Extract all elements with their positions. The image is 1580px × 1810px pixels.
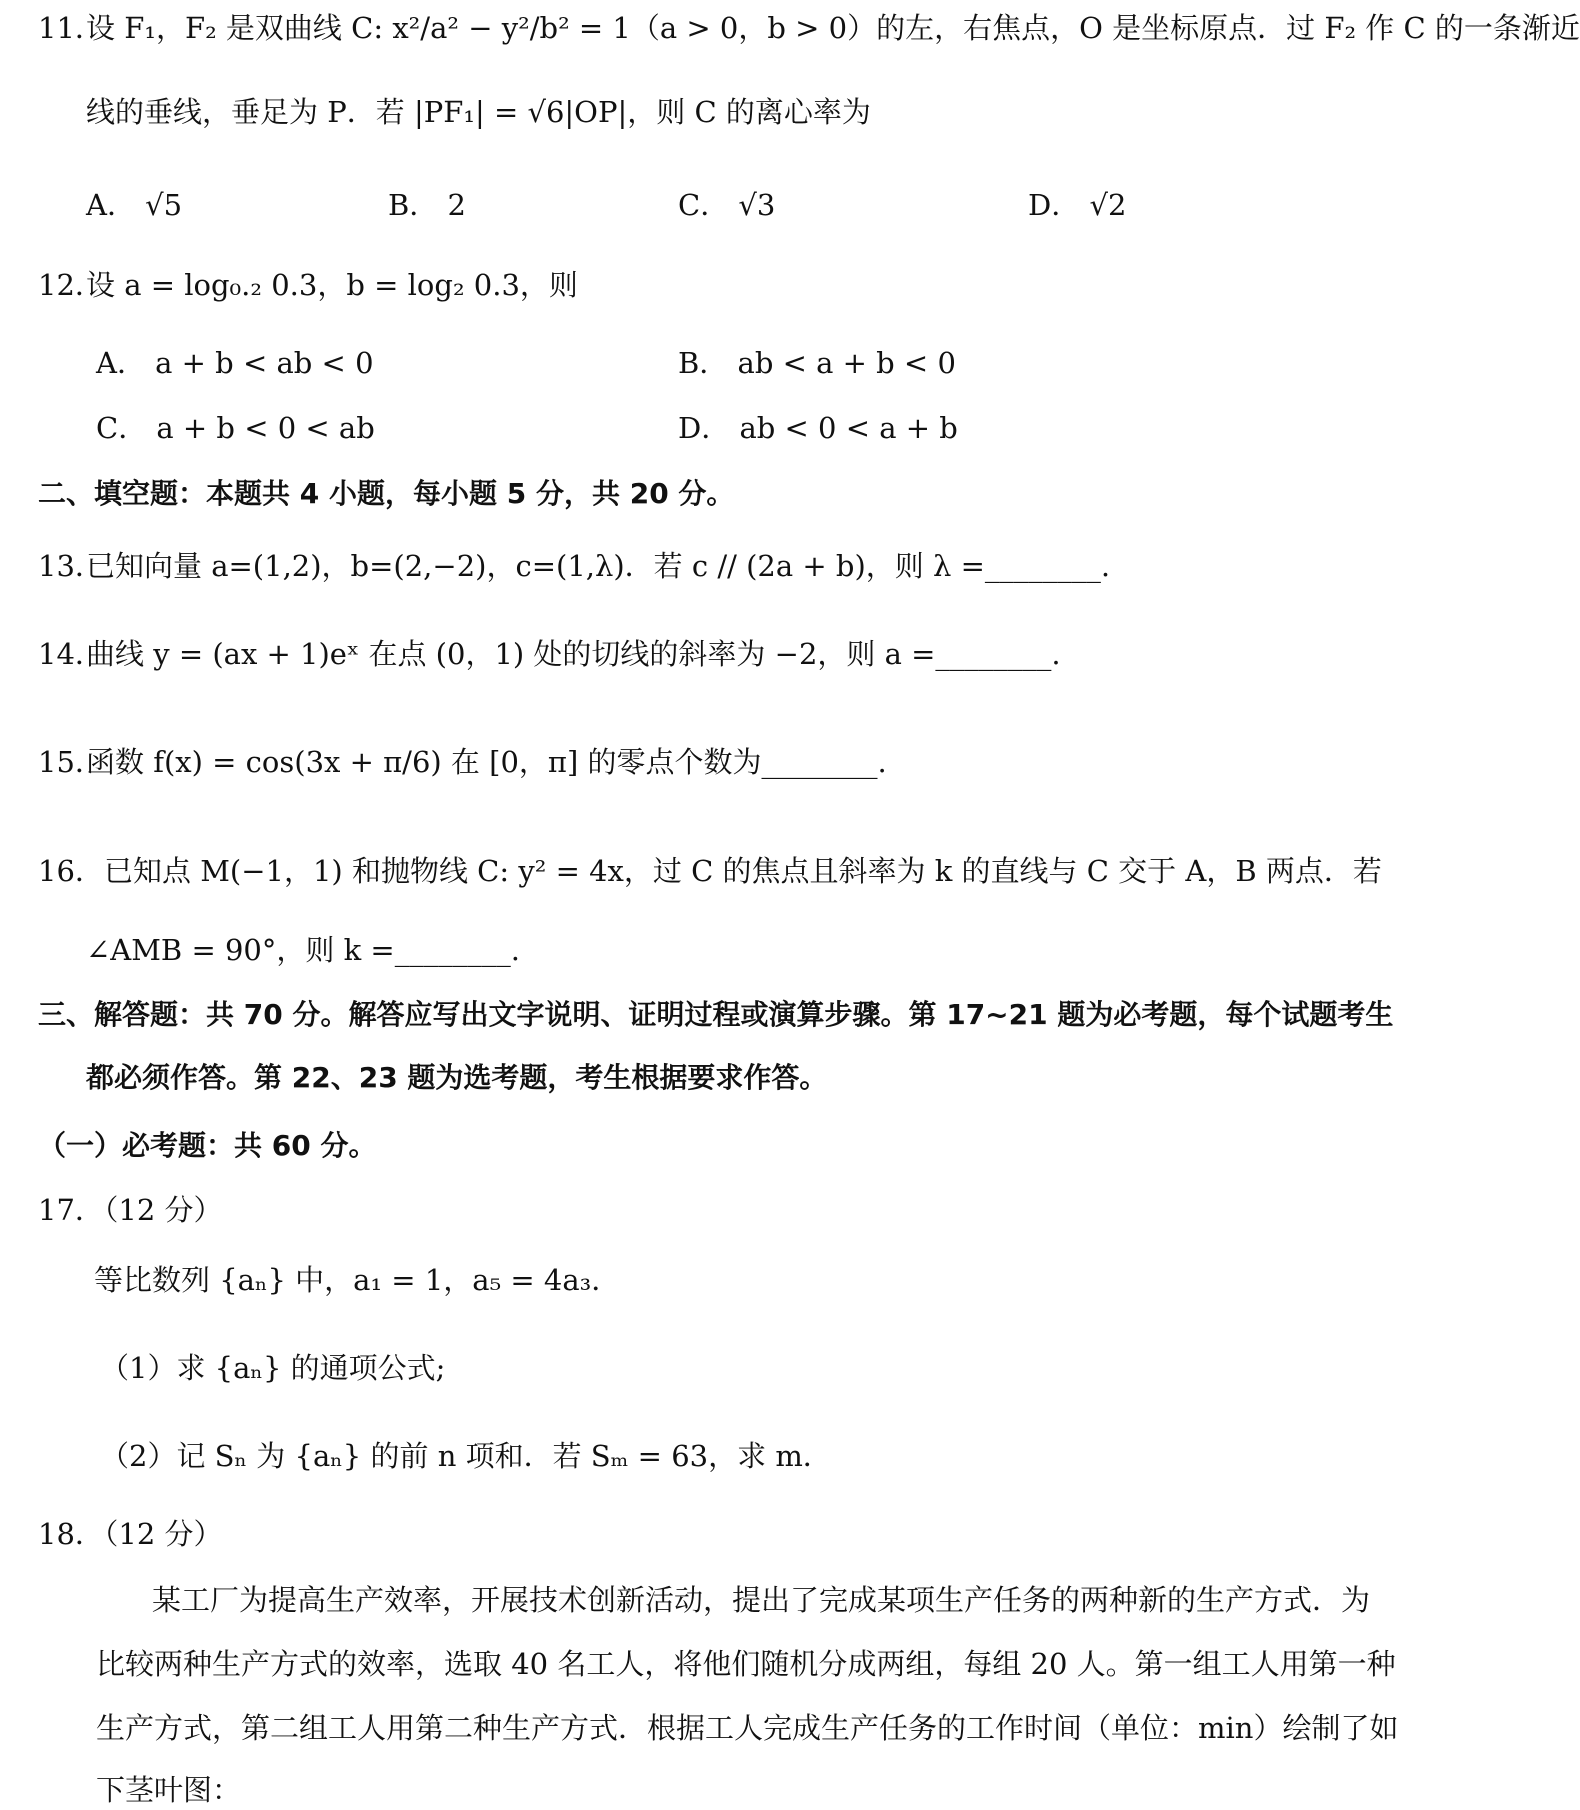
q11-line2: 线的垂线，垂足为 P．若 |PF₁| = √6|OP|，则 C 的离心率为 bbox=[86, 95, 871, 129]
q11-option-a: A． √5 bbox=[86, 188, 183, 222]
q14-number: 14． bbox=[38, 637, 104, 671]
q11-option-c: C． √3 bbox=[678, 188, 776, 222]
q17-sub1: （1）求 {aₙ} 的通项公式; bbox=[100, 1351, 446, 1385]
q13-number: 13． bbox=[38, 549, 104, 583]
q15-text: 函数 f(x) = cos(3x + π/6) 在 [0，π] 的零点个数为________. bbox=[86, 745, 887, 779]
q12-option-d: D． ab < 0 < a + b bbox=[678, 411, 958, 445]
q15-number: 15． bbox=[38, 745, 104, 779]
q16-line1: 已知点 M(−1，1) 和抛物线 C: y² = 4x，过 C 的焦点且斜率为 k 的直线与 C 交于 A，B 两点．若 bbox=[104, 854, 1382, 888]
q11-option-b: B． 2 bbox=[388, 188, 466, 222]
q12-stem: 设 a = log₀.₂ 0.3，b = log₂ 0.3，则 bbox=[86, 268, 578, 302]
q17-header: 17．（12 分） bbox=[38, 1193, 223, 1227]
q14-text: 曲线 y = (ax + 1)eˣ 在点 (0，1) 处的切线的斜率为 −2，则 a =________. bbox=[86, 637, 1061, 671]
part1-heading: （一）必考题：共 60 分。 bbox=[38, 1129, 377, 1162]
q11-option-d: D． √2 bbox=[1028, 188, 1127, 222]
q11-number: 11． bbox=[38, 11, 104, 45]
q18-line2: 比较两种生产方式的效率，选取 40 名工人，将他们随机分成两组，每组 20 人。第一组工人用第一种 bbox=[96, 1647, 1396, 1681]
q18-line3: 生产方式，第二组工人用第二种生产方式．根据工人完成生产任务的工作时间（单位：min）绘制了如 bbox=[96, 1711, 1399, 1745]
q18-header: 18．（12 分） bbox=[38, 1517, 223, 1551]
q16-number: 16． bbox=[38, 854, 104, 888]
q13-text: 已知向量 a=(1,2)，b=(2,−2)，c=(1,λ)．若 c // (2a + b)，则 λ =________. bbox=[86, 549, 1111, 583]
q17-sub2: （2）记 Sₙ 为 {aₙ} 的前 n 项和．若 Sₘ = 63，求 m． bbox=[100, 1439, 832, 1473]
q12-option-c: C． a + b < 0 < ab bbox=[96, 411, 375, 445]
q18-line1: 某工厂为提高生产效率，开展技术创新活动，提出了完成某项生产任务的两种新的生产方式．为 bbox=[152, 1583, 1371, 1617]
q18-line4: 下茎叶图： bbox=[96, 1773, 242, 1807]
q12-option-a: A． a + b < ab < 0 bbox=[96, 346, 374, 380]
section3-heading-line2: 都必须作答。第 22、23 题为选考题，考生根据要求作答。 bbox=[86, 1061, 828, 1094]
q17-stem: 等比数列 {aₙ} 中，a₁ = 1，a₅ = 4a₃． bbox=[94, 1263, 621, 1297]
q12-option-b: B． ab < a + b < 0 bbox=[678, 346, 956, 380]
q12-number: 12． bbox=[38, 268, 104, 302]
q16-line2: ∠AMB = 90°，则 k =________. bbox=[86, 933, 520, 967]
section2-heading: 二、填空题：本题共 4 小题，每小题 5 分，共 20 分。 bbox=[38, 477, 735, 510]
q11-line1: 设 F₁，F₂ 是双曲线 C: x²/a² − y²/b² = 1（a > 0，b > 0）的左，右焦点，O 是坐标原点．过 F₂ 作 C 的一条渐近 bbox=[86, 11, 1580, 45]
section3-heading-line1: 三、解答题：共 70 分。解答应写出文字说明、证明过程或演算步骤。第 17~21 题为必考题，每个试题考生 bbox=[38, 998, 1394, 1031]
